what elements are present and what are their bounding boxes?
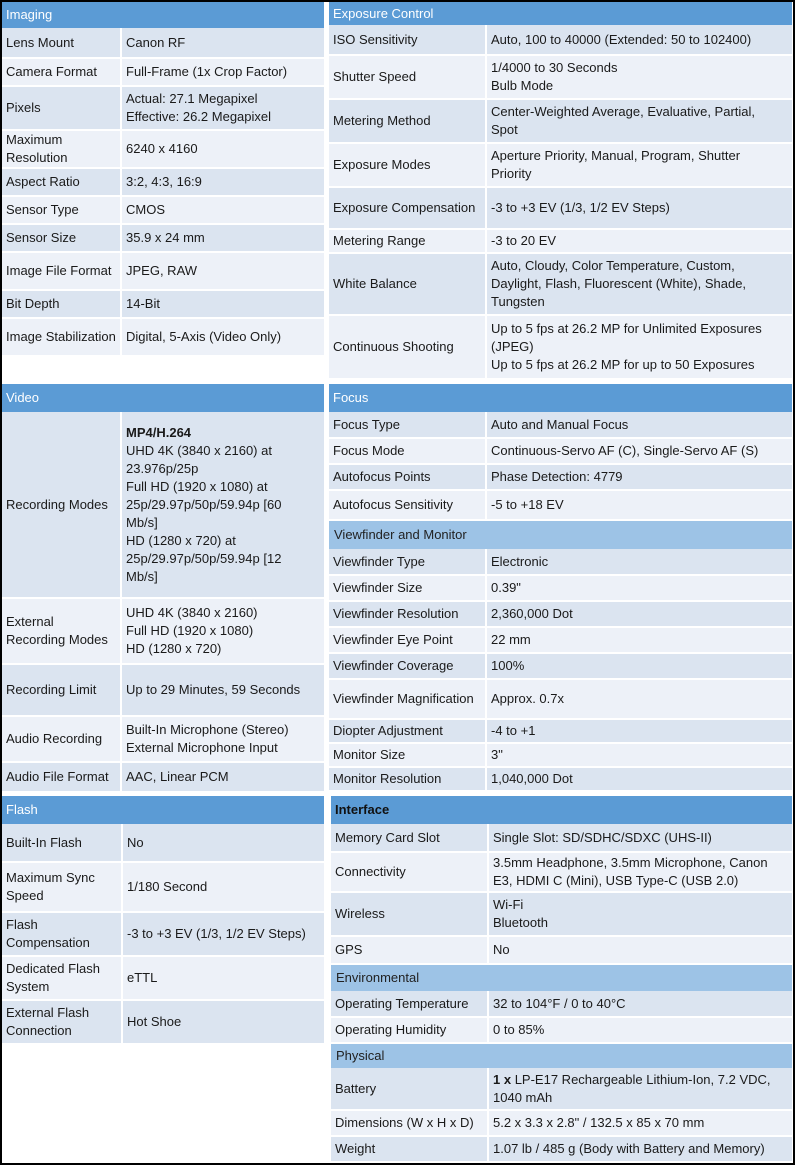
spec-label: Wireless (331, 892, 488, 936)
spec-label: White Balance (329, 253, 486, 315)
spec-row (2, 130, 324, 168)
spec-label: ISO Sensitivity (329, 25, 486, 55)
spec-label: Shutter Speed (329, 55, 486, 99)
spec-value-line: Full HD (1920 x 1080) (126, 623, 254, 638)
spec-value-line: 3.5mm Headphone, 3.5mm Microphone, Canon (493, 855, 768, 870)
spec-label: Flash Compensation (2, 912, 122, 956)
spec-value-line: Single Slot: SD/SDHC/SDXC (UHS-II) (493, 829, 712, 845)
spec-value-line: 1040 mAh (493, 1089, 553, 1105)
spec-value-line: Effective: 26.2 Megapixel (126, 109, 272, 124)
spec-label: Audio File Format (2, 762, 121, 792)
spec-row (2, 664, 324, 716)
spec-value (486, 253, 792, 315)
spec-value (122, 862, 324, 912)
spec-value-line: 35.9 x 24 mm (126, 230, 205, 245)
flash-header: Flash (2, 796, 324, 824)
spec-label: Memory Card Slot (331, 824, 488, 852)
spec-row (329, 575, 792, 601)
spec-value-line: No (493, 942, 510, 957)
spec-value-line: Spot (491, 122, 518, 137)
spec-value (488, 1017, 792, 1043)
spec-value-line: Full-Frame (1x Crop Factor) (126, 64, 288, 79)
spec-row (2, 824, 324, 862)
focus-section (329, 384, 792, 792)
spec-row (2, 290, 324, 318)
spec-label: Dedicated Flash System (2, 956, 122, 1000)
spec-row (2, 956, 324, 1000)
spec-value (488, 824, 792, 852)
physical-table (331, 1068, 792, 1163)
spec-row (329, 627, 792, 653)
spec-label: Battery (331, 1068, 488, 1110)
spec-value-line: External Microphone Input (126, 740, 278, 755)
spec-value-line: JPEG, RAW (126, 263, 198, 278)
spec-label: Focus Mode (329, 438, 486, 464)
spec-value-line: Up to 29 Minutes, 59 Seconds (126, 682, 301, 697)
spec-row (2, 1000, 324, 1044)
spec-label: Pixels (2, 86, 121, 130)
spec-value (121, 598, 324, 664)
spec-row (329, 679, 792, 719)
spec-value-line: Canon RF (126, 34, 186, 50)
spec-value-line: Hot Shoe (127, 1014, 182, 1029)
spec-row (329, 25, 792, 55)
spec-value (486, 143, 792, 187)
spec-value-line: -3 to +3 EV (1/3, 1/2 EV Steps) (491, 200, 670, 215)
spec-label: Continuous Shooting (329, 315, 486, 379)
spec-row (331, 1017, 792, 1043)
spec-row (2, 224, 324, 252)
spec-value-line: 1/4000 to 30 Seconds (491, 60, 618, 75)
spec-value-line: Priority (491, 166, 532, 181)
spec-value-line: (JPEG) (491, 339, 534, 354)
spec-row (331, 824, 792, 852)
spec-row (329, 143, 792, 187)
spec-value (486, 575, 792, 601)
spec-value (486, 767, 792, 791)
spec-value (121, 130, 324, 168)
spec-value (121, 318, 324, 356)
spec-value (486, 743, 792, 767)
spec-label: Sensor Size (2, 224, 121, 252)
spec-row (329, 187, 792, 229)
spec-value-line: 2,360,000 Dot (491, 606, 573, 621)
spec-value (121, 716, 324, 762)
focus-header: Focus (329, 384, 792, 412)
spec-value-line: Auto and Manual Focus (491, 416, 629, 432)
spec-value-line: HD (1280 x 720) at (126, 532, 236, 548)
spec-value-line: Digital, 5-Axis (Video Only) (126, 329, 282, 344)
spec-value (488, 991, 792, 1017)
spec-value (488, 1110, 792, 1136)
spec-value-line: CMOS (126, 202, 165, 217)
spec-value-line: Auto, 100 to 40000 (Extended: 50 to 102400) (491, 31, 752, 47)
spec-row (331, 1068, 792, 1110)
spec-value (488, 892, 792, 936)
spec-value-line: AAC, Linear PCM (126, 769, 229, 784)
spec-row (329, 653, 792, 679)
exposure-section (329, 2, 792, 380)
spec-row (2, 598, 324, 664)
spec-row (329, 99, 792, 143)
spec-label: Viewfinder Type (329, 549, 486, 575)
spec-value-line: 32 to 104°F / 0 to 40°C (493, 995, 626, 1011)
spec-value (486, 55, 792, 99)
spec-value (488, 936, 792, 964)
spec-value (121, 412, 324, 598)
spec-label: Viewfinder Resolution (329, 601, 486, 627)
spec-row (329, 315, 792, 379)
spec-value (121, 224, 324, 252)
environmental-table (331, 991, 792, 1044)
spec-value-line: UHD 4K (3840 x 2160) (126, 605, 258, 620)
spec-value (488, 1068, 792, 1110)
spec-value-line: 3" (491, 747, 503, 762)
spec-value-line: 1/180 Second (127, 879, 208, 894)
spec-row (329, 55, 792, 99)
environmental-header: Environmental (331, 965, 792, 991)
spec-value-line: Electronic (491, 553, 549, 569)
spec-label: Metering Method (329, 99, 486, 143)
spec-value (486, 99, 792, 143)
spec-value (486, 549, 792, 575)
interface-table (331, 824, 792, 965)
spec-value-lead: 1 x (493, 1071, 512, 1087)
spec-row (329, 719, 792, 743)
spec-value (486, 601, 792, 627)
exposure-table (329, 25, 792, 380)
spec-row (2, 196, 324, 224)
spec-value (122, 912, 324, 956)
spec-value-line: Approx. 0.7x (491, 691, 564, 706)
spec-value-line: Built-In Microphone (Stereo) (126, 722, 289, 737)
spec-value-line: No (127, 834, 144, 850)
spec-value-lead: MP4/H.264 (126, 424, 192, 440)
spec-label: External Recording Modes (2, 598, 121, 664)
spec-label: Image Stabilization (2, 318, 121, 356)
spec-label: Viewfinder Magnification (329, 679, 486, 719)
spec-value-line: UHD 4K (3840 x 2160) at (126, 442, 272, 458)
spec-row (2, 318, 324, 356)
spec-row (331, 991, 792, 1017)
spec-row (329, 229, 792, 253)
spec-value-line: -3 to 20 EV (491, 233, 557, 248)
spec-label: Maximum Sync Speed (2, 862, 122, 912)
spec-value-line: Phase Detection: 4779 (491, 469, 623, 484)
spec-label: Monitor Resolution (329, 767, 486, 791)
spec-value-line: Full HD (1920 x 1080) at (126, 478, 268, 494)
spec-value-line: Auto, Cloudy, Color Temperature, Custom, (491, 258, 735, 273)
spec-value (486, 490, 792, 520)
spec-value (486, 412, 792, 438)
spec-value-line: 25p/29.97p/50p/59.94p [60 (126, 496, 282, 512)
spec-label: Weight (331, 1136, 488, 1162)
spec-label: Dimensions (W x H x D) (331, 1110, 488, 1136)
spec-value (121, 252, 324, 290)
spec-row (329, 743, 792, 767)
spec-value-line: -4 to +1 (491, 723, 536, 738)
spec-value-line: 0.39" (491, 580, 521, 595)
spec-label: Connectivity (331, 852, 488, 892)
spec-value (122, 956, 324, 1000)
spec-label: Camera Format (2, 58, 121, 86)
spec-value (486, 464, 792, 490)
spec-value (486, 315, 792, 379)
spec-row (2, 28, 324, 58)
spec-value (486, 653, 792, 679)
video-section (2, 384, 324, 793)
spec-value-line: 0 to 85% (493, 1022, 545, 1037)
spec-value-line: Up to 5 fps at 26.2 MP for up to 50 Exposures (491, 357, 755, 372)
spec-value (121, 58, 324, 86)
spec-label: Metering Range (329, 229, 486, 253)
spec-label: Audio Recording (2, 716, 121, 762)
spec-label: Sensor Type (2, 196, 121, 224)
spec-value-line: 1,040,000 Dot (491, 771, 573, 786)
spec-label: Viewfinder Eye Point (329, 627, 486, 653)
spec-row (329, 767, 792, 791)
imaging-header: Imaging (2, 2, 324, 28)
spec-row (331, 1136, 792, 1162)
spec-row (329, 490, 792, 520)
spec-label: Autofocus Sensitivity (329, 490, 486, 520)
spec-value-line: Continuous-Servo AF (C), Single-Servo AF (S) (491, 443, 759, 458)
spec-value-text: LP-E17 Rechargeable Lithium-Ion, 7.2 VDC, (514, 1071, 771, 1087)
spec-value (486, 187, 792, 229)
spec-value (121, 762, 324, 792)
interface-header: Interface (331, 796, 792, 824)
spec-value-line: 23.976p/25p (126, 460, 199, 476)
spec-value (488, 852, 792, 892)
spec-row (329, 412, 792, 438)
spec-value-line: Actual: 27.1 Megapixel (126, 91, 258, 106)
spec-value-line (493, 1071, 788, 1089)
spec-value-line: HD (1280 x 720) (126, 641, 222, 656)
spec-label: Exposure Compensation (329, 187, 486, 229)
spec-row (329, 601, 792, 627)
viewfinder-header: Viewfinder and Monitor (329, 521, 792, 549)
spec-label: Focus Type (329, 412, 486, 438)
spec-value (122, 1000, 324, 1044)
spec-label: External Flash Connection (2, 1000, 122, 1044)
spec-value (121, 86, 324, 130)
spec-row (329, 464, 792, 490)
exposure-header: Exposure Control (329, 2, 792, 25)
spec-row (2, 862, 324, 912)
spec-value-line: 3:2, 4:3, 16:9 (126, 174, 202, 189)
spec-row (2, 762, 324, 792)
spec-value-line: 1.07 lb / 485 g (Body with Battery and Memory) (493, 1141, 765, 1156)
spec-label: Autofocus Points (329, 464, 486, 490)
spec-value-line: Mb/s] (126, 514, 158, 530)
spec-value-line: Wi-Fi (493, 897, 524, 912)
spec-value (486, 25, 792, 55)
spec-value-line: Mb/s] (126, 568, 158, 584)
spec-value-line: Bulb Mode (491, 78, 554, 93)
spec-row (2, 912, 324, 956)
spec-label: Image File Format (2, 252, 121, 290)
spec-row (331, 936, 792, 964)
spec-value-line: Bluetooth (493, 915, 548, 930)
spec-label: Maximum Resolution (2, 130, 121, 168)
spec-value-line: E3, HDMI C (Mini), USB Type-C (USB 2.0) (493, 873, 739, 888)
spec-value (121, 196, 324, 224)
spec-value-line: 25p/29.97p/50p/59.94p [12 (126, 550, 282, 566)
spec-label: Exposure Modes (329, 143, 486, 187)
spec-row (331, 892, 792, 936)
physical-header: Physical (331, 1044, 792, 1068)
spec-value-line: -5 to +18 EV (491, 497, 564, 512)
spec-label: Recording Modes (2, 412, 121, 598)
spec-label: Diopter Adjustment (329, 719, 486, 743)
spec-value-line: -3 to +3 EV (1/3, 1/2 EV Steps) (127, 926, 306, 941)
spec-label: Bit Depth (2, 290, 121, 318)
spec-value-line: 22 mm (491, 632, 531, 647)
spec-row (329, 438, 792, 464)
spec-label: Viewfinder Size (329, 575, 486, 601)
focus-table (329, 412, 792, 521)
spec-value-line: 100% (491, 658, 525, 673)
spec-value-line: eTTL (127, 970, 158, 985)
spec-value (121, 664, 324, 716)
spec-row (2, 86, 324, 130)
spec-row (329, 549, 792, 575)
flash-section (2, 796, 324, 1045)
flash-table (2, 824, 324, 1045)
spec-row (331, 852, 792, 892)
spec-row (2, 168, 324, 196)
spec-label: Operating Humidity (331, 1017, 488, 1043)
spec-label: Lens Mount (2, 28, 121, 58)
spec-row (2, 252, 324, 290)
spec-value (486, 679, 792, 719)
spec-row (2, 412, 324, 598)
imaging-section (2, 2, 324, 357)
spec-value-line: Aperture Priority, Manual, Program, Shutter (491, 148, 741, 163)
spec-row (2, 58, 324, 86)
spec-value (486, 719, 792, 743)
spec-value-line: Up to 5 fps at 26.2 MP for Unlimited Exposures (491, 321, 762, 336)
spec-row (331, 1110, 792, 1136)
spec-label: Operating Temperature (331, 991, 488, 1017)
spec-value-line: Center-Weighted Average, Evaluative, Partial, (491, 104, 755, 119)
spec-label: Viewfinder Coverage (329, 653, 486, 679)
imaging-table (2, 28, 324, 357)
spec-label: Monitor Size (329, 743, 486, 767)
spec-value (486, 627, 792, 653)
video-table (2, 412, 324, 793)
spec-value (486, 229, 792, 253)
spec-value-line: 6240 x 4160 (126, 141, 198, 156)
spec-label: GPS (331, 936, 488, 964)
spec-value (122, 824, 324, 862)
spec-value (121, 290, 324, 318)
spec-value (121, 28, 324, 58)
video-header: Video (2, 384, 324, 412)
spec-label: Built-In Flash (2, 824, 122, 862)
viewfinder-table (329, 549, 792, 792)
spec-label: Aspect Ratio (2, 168, 121, 196)
spec-row (329, 253, 792, 315)
spec-label: Recording Limit (2, 664, 121, 716)
spec-row (2, 716, 324, 762)
spec-value (121, 168, 324, 196)
interface-section (331, 796, 792, 1163)
spec-value-line: 5.2 x 3.3 x 2.8" / 132.5 x 85 x 70 mm (493, 1115, 705, 1130)
spec-value (486, 438, 792, 464)
spec-value-line: Tungsten (491, 294, 545, 309)
spec-value-line: Daylight, Flash, Fluorescent (White), Shade, (491, 276, 747, 291)
spec-value-line: 14-Bit (126, 296, 160, 311)
spec-value (488, 1136, 792, 1162)
